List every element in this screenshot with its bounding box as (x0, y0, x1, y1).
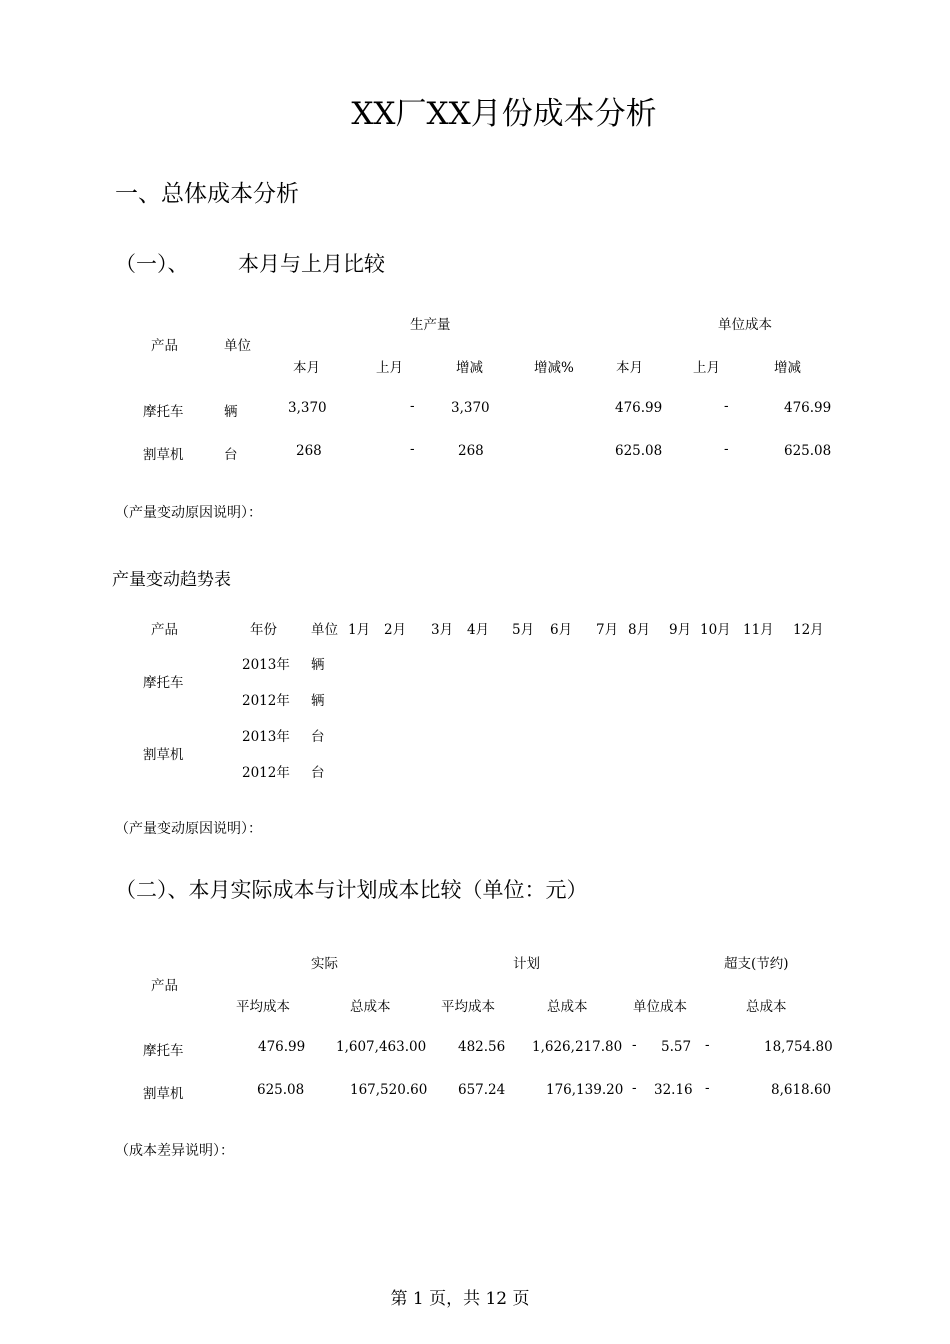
header-month: 11月 (743, 622, 774, 638)
header-year: 年份 (250, 622, 277, 638)
table-cell-product: 摩托车 (143, 675, 184, 691)
table-cell-value: 18,754.80 (764, 1039, 833, 1055)
table-cell-value: 167,520.60 (350, 1082, 428, 1098)
note-output-change: （产量变动原因说明）： (115, 821, 262, 837)
subheader: 平均成本 (236, 999, 290, 1015)
table-cell-sign: - (632, 1080, 637, 1096)
header-plan: 计划 (513, 956, 540, 972)
table-cell-value: 3,370 (288, 400, 327, 416)
table-cell-value: 8,618.60 (771, 1082, 832, 1098)
subsection-prefix: （一）、 (115, 252, 189, 276)
table-cell-product: 摩托车 (143, 1043, 184, 1059)
table-cell-value: - (724, 398, 729, 414)
table-cell-sign: - (705, 1080, 710, 1096)
table-cell-unit: 辆 (224, 404, 238, 420)
header-month: 5月 (512, 622, 535, 638)
subheader: 总成本 (547, 999, 588, 1015)
subsection-title: 本月与上月比较 (238, 252, 385, 276)
note-output-change: （产量变动原因说明）： (115, 505, 262, 521)
table-cell-unit: 台 (224, 447, 238, 463)
table-cell-value: 1,607,463.00 (336, 1039, 427, 1055)
header-product: 产品 (151, 338, 178, 354)
header-actual: 实际 (311, 956, 338, 972)
header-month: 1月 (348, 622, 371, 638)
header-product: 产品 (151, 978, 178, 994)
header-month: 8月 (628, 622, 651, 638)
subheader: 上月 (693, 360, 720, 376)
table-cell-unit: 辆 (311, 693, 325, 709)
subheader: 单位成本 (633, 999, 687, 1015)
table-cell-value: 32.16 (654, 1082, 693, 1098)
table-cell-unit: 台 (311, 765, 325, 781)
table-cell-value: - (410, 441, 415, 457)
subheader: 本月 (293, 360, 320, 376)
subheader: 增减% (534, 360, 574, 376)
table-cell-value: 476.99 (258, 1039, 306, 1055)
page-footer: 第 1 页，共 12 页 (390, 1289, 530, 1309)
table-cell-year: 2013年 (242, 657, 290, 673)
table-cell-value: - (724, 441, 729, 457)
table-cell-value: 625.08 (257, 1082, 305, 1098)
table-cell-value: 176,139.20 (546, 1082, 624, 1098)
header-unit: 单位 (224, 338, 251, 354)
subheader: 平均成本 (441, 999, 495, 1015)
table-cell-product: 割草机 (143, 1086, 184, 1102)
header-product: 产品 (151, 622, 178, 638)
table-cell-value: 268 (458, 443, 484, 459)
table-cell-year: 2012年 (242, 765, 290, 781)
table-cell-year: 2013年 (242, 729, 290, 745)
table-cell-unit: 辆 (311, 657, 325, 673)
table-cell-sign: - (705, 1037, 710, 1053)
table-cell-value: 268 (296, 443, 322, 459)
header-unit: 单位 (311, 622, 338, 638)
header-over: 超支(节约) (724, 956, 789, 972)
subheader: 总成本 (746, 999, 787, 1015)
header-month: 10月 (700, 622, 731, 638)
table-cell-product: 割草机 (143, 447, 184, 463)
table-cell-value: 5.57 (661, 1039, 692, 1055)
table-cell-unit: 台 (311, 729, 325, 745)
table-cell-value: 625.08 (784, 443, 832, 459)
table-cell-value: 657.24 (458, 1082, 506, 1098)
table-cell-value: 3,370 (451, 400, 490, 416)
trend-table-title: 产量变动趋势表 (112, 570, 231, 590)
section-heading: 一、总体成本分析 (115, 181, 299, 207)
subheader: 本月 (616, 360, 643, 376)
table-cell-year: 2012年 (242, 693, 290, 709)
table-cell-value: 476.99 (784, 400, 832, 416)
table-cell-value: - (410, 398, 415, 414)
table-cell-sign: - (632, 1037, 637, 1053)
header-month: 7月 (596, 622, 619, 638)
table-cell-value: 482.56 (458, 1039, 506, 1055)
subsection-title: （二）、本月实际成本与计划成本比较（单位：元） (115, 878, 588, 902)
header-unit-cost: 单位成本 (718, 317, 772, 333)
table-cell-value: 476.99 (615, 400, 663, 416)
header-output: 生产量 (410, 317, 451, 333)
subheader: 增减 (456, 360, 483, 376)
note-cost-variance: （成本差异说明）： (115, 1143, 234, 1159)
subheader: 上月 (376, 360, 403, 376)
header-month: 9月 (669, 622, 692, 638)
header-month: 12月 (793, 622, 824, 638)
header-month: 3月 (431, 622, 454, 638)
page-title: XX厂XX月份成本分析 (351, 96, 657, 132)
table-cell-product: 割草机 (143, 747, 184, 763)
table-cell-value: 625.08 (615, 443, 663, 459)
subheader: 总成本 (350, 999, 391, 1015)
header-month: 6月 (550, 622, 573, 638)
table-cell-value: 1,626,217.80 (532, 1039, 623, 1055)
subheader: 增减 (774, 360, 801, 376)
table-cell-product: 摩托车 (143, 404, 184, 420)
header-month: 2月 (384, 622, 407, 638)
header-month: 4月 (467, 622, 490, 638)
